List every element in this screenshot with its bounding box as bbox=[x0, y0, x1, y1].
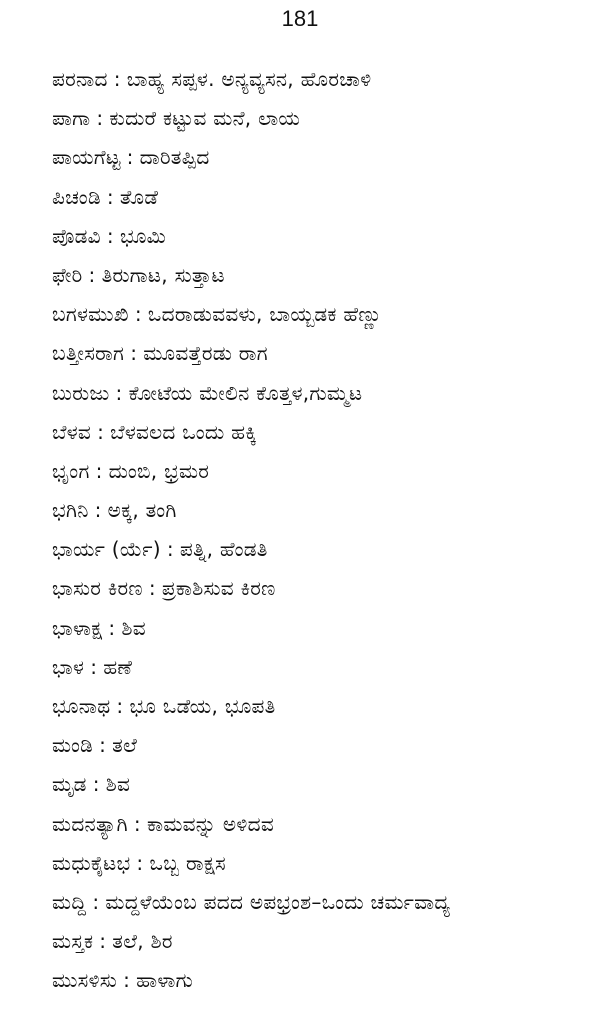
glossary-entry bbox=[52, 413, 592, 452]
entry-separator: : bbox=[95, 458, 103, 483]
entry-meaning: ತೊಡೆ bbox=[119, 184, 159, 209]
glossary-entry bbox=[52, 295, 592, 334]
entry-term: ಪಾಯಗೆಟ್ಟ bbox=[52, 145, 121, 170]
entry-term: ಬಗಳಮುಖಿ bbox=[52, 302, 129, 327]
entry-separator: : bbox=[134, 302, 142, 327]
entry-meaning: ತಿರುಗಾಟ, ಸುತ್ತಾಟ bbox=[101, 262, 225, 287]
glossary-entry bbox=[52, 883, 592, 922]
entry-term: ಮಸ್ತಕ bbox=[52, 929, 94, 954]
entry-term: ಮಧುಕೈಟಭ bbox=[52, 850, 131, 875]
entry-term: ಬತ್ತೀಸರಾಗ bbox=[52, 341, 125, 366]
entry-meaning: ದಾರಿತಪ್ಪಿದ bbox=[139, 145, 210, 170]
entry-meaning: ಹಣೆ bbox=[103, 654, 133, 679]
entry-term: ಫೇರಿ bbox=[52, 262, 83, 287]
entry-meaning: ಕೋಟೆಯ ಮೇಲಿನ ಕೊತ್ತಳ,ಗುಮ್ಮಟ bbox=[128, 380, 363, 405]
entry-term: ಭಾಸುರ ಕಿರಣ bbox=[52, 576, 143, 601]
entry-term: ಮುಸಳಿಸು bbox=[52, 968, 118, 993]
entry-meaning: ಪತ್ನಿ, ಹೆಂಡತಿ bbox=[179, 537, 268, 562]
entry-separator: : bbox=[106, 184, 114, 209]
entry-separator: : bbox=[99, 733, 107, 758]
glossary-list bbox=[52, 60, 592, 1001]
glossary-entry bbox=[52, 60, 592, 99]
glossary-entry bbox=[52, 569, 592, 608]
glossary-entry bbox=[52, 844, 592, 883]
entry-meaning: ಪ್ರಕಾಶಿಸುವ ಕಿರಣ bbox=[161, 576, 276, 601]
entry-separator: : bbox=[94, 498, 102, 523]
entry-separator: : bbox=[115, 380, 123, 405]
entry-meaning: ಕುದುರೆ ಕಟ್ಟುವ ಮನೆ, ಲಾಯ bbox=[109, 106, 301, 131]
entry-meaning: ಅಕ್ಕ, ತಂಗಿ bbox=[107, 498, 177, 523]
entry-separator: : bbox=[97, 419, 105, 444]
entry-term: ಬೆಳವ bbox=[52, 419, 92, 444]
entry-term: ಭಗಿನಿ bbox=[52, 498, 89, 523]
entry-meaning: ತಲೆ bbox=[112, 733, 138, 758]
entry-meaning: ಒಬ್ಬ ರಾಕ್ಷಸ bbox=[149, 850, 226, 875]
entry-meaning: ಬಾಹ್ಯ ಸಪ್ಪಳ. ಅನ್ಯವ್ಯಸನ, ಹೊರಚಾಳಿ bbox=[126, 67, 372, 91]
entry-separator: : bbox=[88, 262, 96, 287]
glossary-entry bbox=[52, 138, 592, 177]
entry-term: ಮದ್ದಿ bbox=[52, 889, 87, 914]
entry-meaning: ಮದ್ದಳೆಯೆಂಬ ಪದದ ಅಪಭ್ರಂಶ–ಒಂದು ಚರ್ಮವಾದ್ಯ bbox=[105, 889, 451, 914]
entry-term: ಪಿಚಂಡಿ bbox=[52, 184, 101, 209]
entry-meaning: ಬೆಳವಲದ ಒಂದು ಹಕ್ಕಿ bbox=[110, 419, 257, 444]
entry-separator: : bbox=[166, 537, 174, 562]
glossary-entry bbox=[52, 178, 592, 217]
entry-meaning: ಕಾಮವನ್ನು ಅಳಿದವ bbox=[146, 811, 274, 836]
glossary-entry bbox=[52, 726, 592, 765]
entry-term: ಭಾಳ bbox=[52, 654, 85, 679]
entry-separator: : bbox=[90, 654, 98, 679]
entry-term: ಭೂನಾಥ bbox=[52, 694, 111, 718]
entry-term: ಭಾರ್ಯ (ರ್ಯೆ) bbox=[52, 537, 161, 562]
entry-term: ಭೃಂಗ bbox=[52, 458, 90, 483]
entry-meaning: ಒದರಾಡುವವಳು, ಬಾಯ್ಬಡಕ ಹೆಣ್ಣು bbox=[147, 302, 382, 327]
entry-meaning: ಭೂ ಒಡೆಯ, ಭೂಪತಿ bbox=[129, 694, 276, 718]
entry-meaning: ತಲೆ, ಶಿರ bbox=[112, 929, 173, 954]
entry-term: ಮೃಡ bbox=[52, 772, 87, 797]
entry-term: ಪರನಾದ bbox=[52, 67, 108, 91]
glossary-entry bbox=[52, 374, 592, 413]
glossary-entry bbox=[52, 805, 592, 844]
entry-separator: : bbox=[113, 67, 121, 91]
glossary-entry bbox=[52, 765, 592, 804]
entry-separator: : bbox=[126, 145, 134, 170]
entry-term: ಭಾಳಾಕ್ಷ bbox=[52, 615, 103, 640]
entry-meaning: ಹಾಳಾಗು bbox=[136, 968, 194, 993]
entry-meaning: ಶಿವ bbox=[105, 772, 131, 797]
glossary-entry bbox=[52, 530, 592, 569]
glossary-entry bbox=[52, 452, 592, 491]
entry-separator: : bbox=[108, 615, 116, 640]
entry-separator: : bbox=[133, 811, 141, 836]
entry-separator: : bbox=[123, 968, 131, 993]
entry-meaning: ಭೂಮಿ bbox=[119, 223, 167, 248]
entry-separator: : bbox=[148, 576, 156, 601]
entry-separator: : bbox=[136, 850, 144, 875]
glossary-entry bbox=[52, 961, 592, 1000]
entry-separator: : bbox=[96, 106, 104, 131]
glossary-entry bbox=[52, 334, 592, 373]
page-number: 181 bbox=[281, 6, 319, 31]
glossary-entry bbox=[52, 922, 592, 961]
glossary-entry bbox=[52, 609, 592, 648]
entry-term: ಮಂಡಿ bbox=[52, 733, 94, 758]
entry-term: ಪಾಗಾ bbox=[52, 106, 91, 131]
entry-separator: : bbox=[92, 889, 100, 914]
entry-term: ಬುರುಜು bbox=[52, 380, 110, 405]
entry-meaning: ದುಂಬಿ, ಭ್ರಮರ bbox=[108, 458, 210, 483]
entry-term: ಮದನತ್ಯಾಗಿ bbox=[52, 811, 128, 836]
glossary-entry bbox=[52, 687, 592, 726]
entry-meaning: ಶಿವ bbox=[121, 615, 146, 640]
entry-meaning: ಮೂವತ್ತೆರಡು ರಾಗ bbox=[143, 341, 268, 366]
glossary-entry bbox=[52, 648, 592, 687]
entry-separator: : bbox=[106, 223, 114, 248]
entry-separator: : bbox=[130, 341, 138, 366]
glossary-entry bbox=[52, 99, 592, 138]
glossary-entry bbox=[52, 491, 592, 530]
glossary-entry bbox=[52, 256, 592, 295]
entry-separator: : bbox=[116, 694, 124, 718]
entry-separator: : bbox=[92, 772, 100, 797]
glossary-entry bbox=[52, 217, 592, 256]
entry-term: ಪೊಡವಿ bbox=[52, 223, 101, 248]
entry-separator: : bbox=[99, 929, 107, 954]
